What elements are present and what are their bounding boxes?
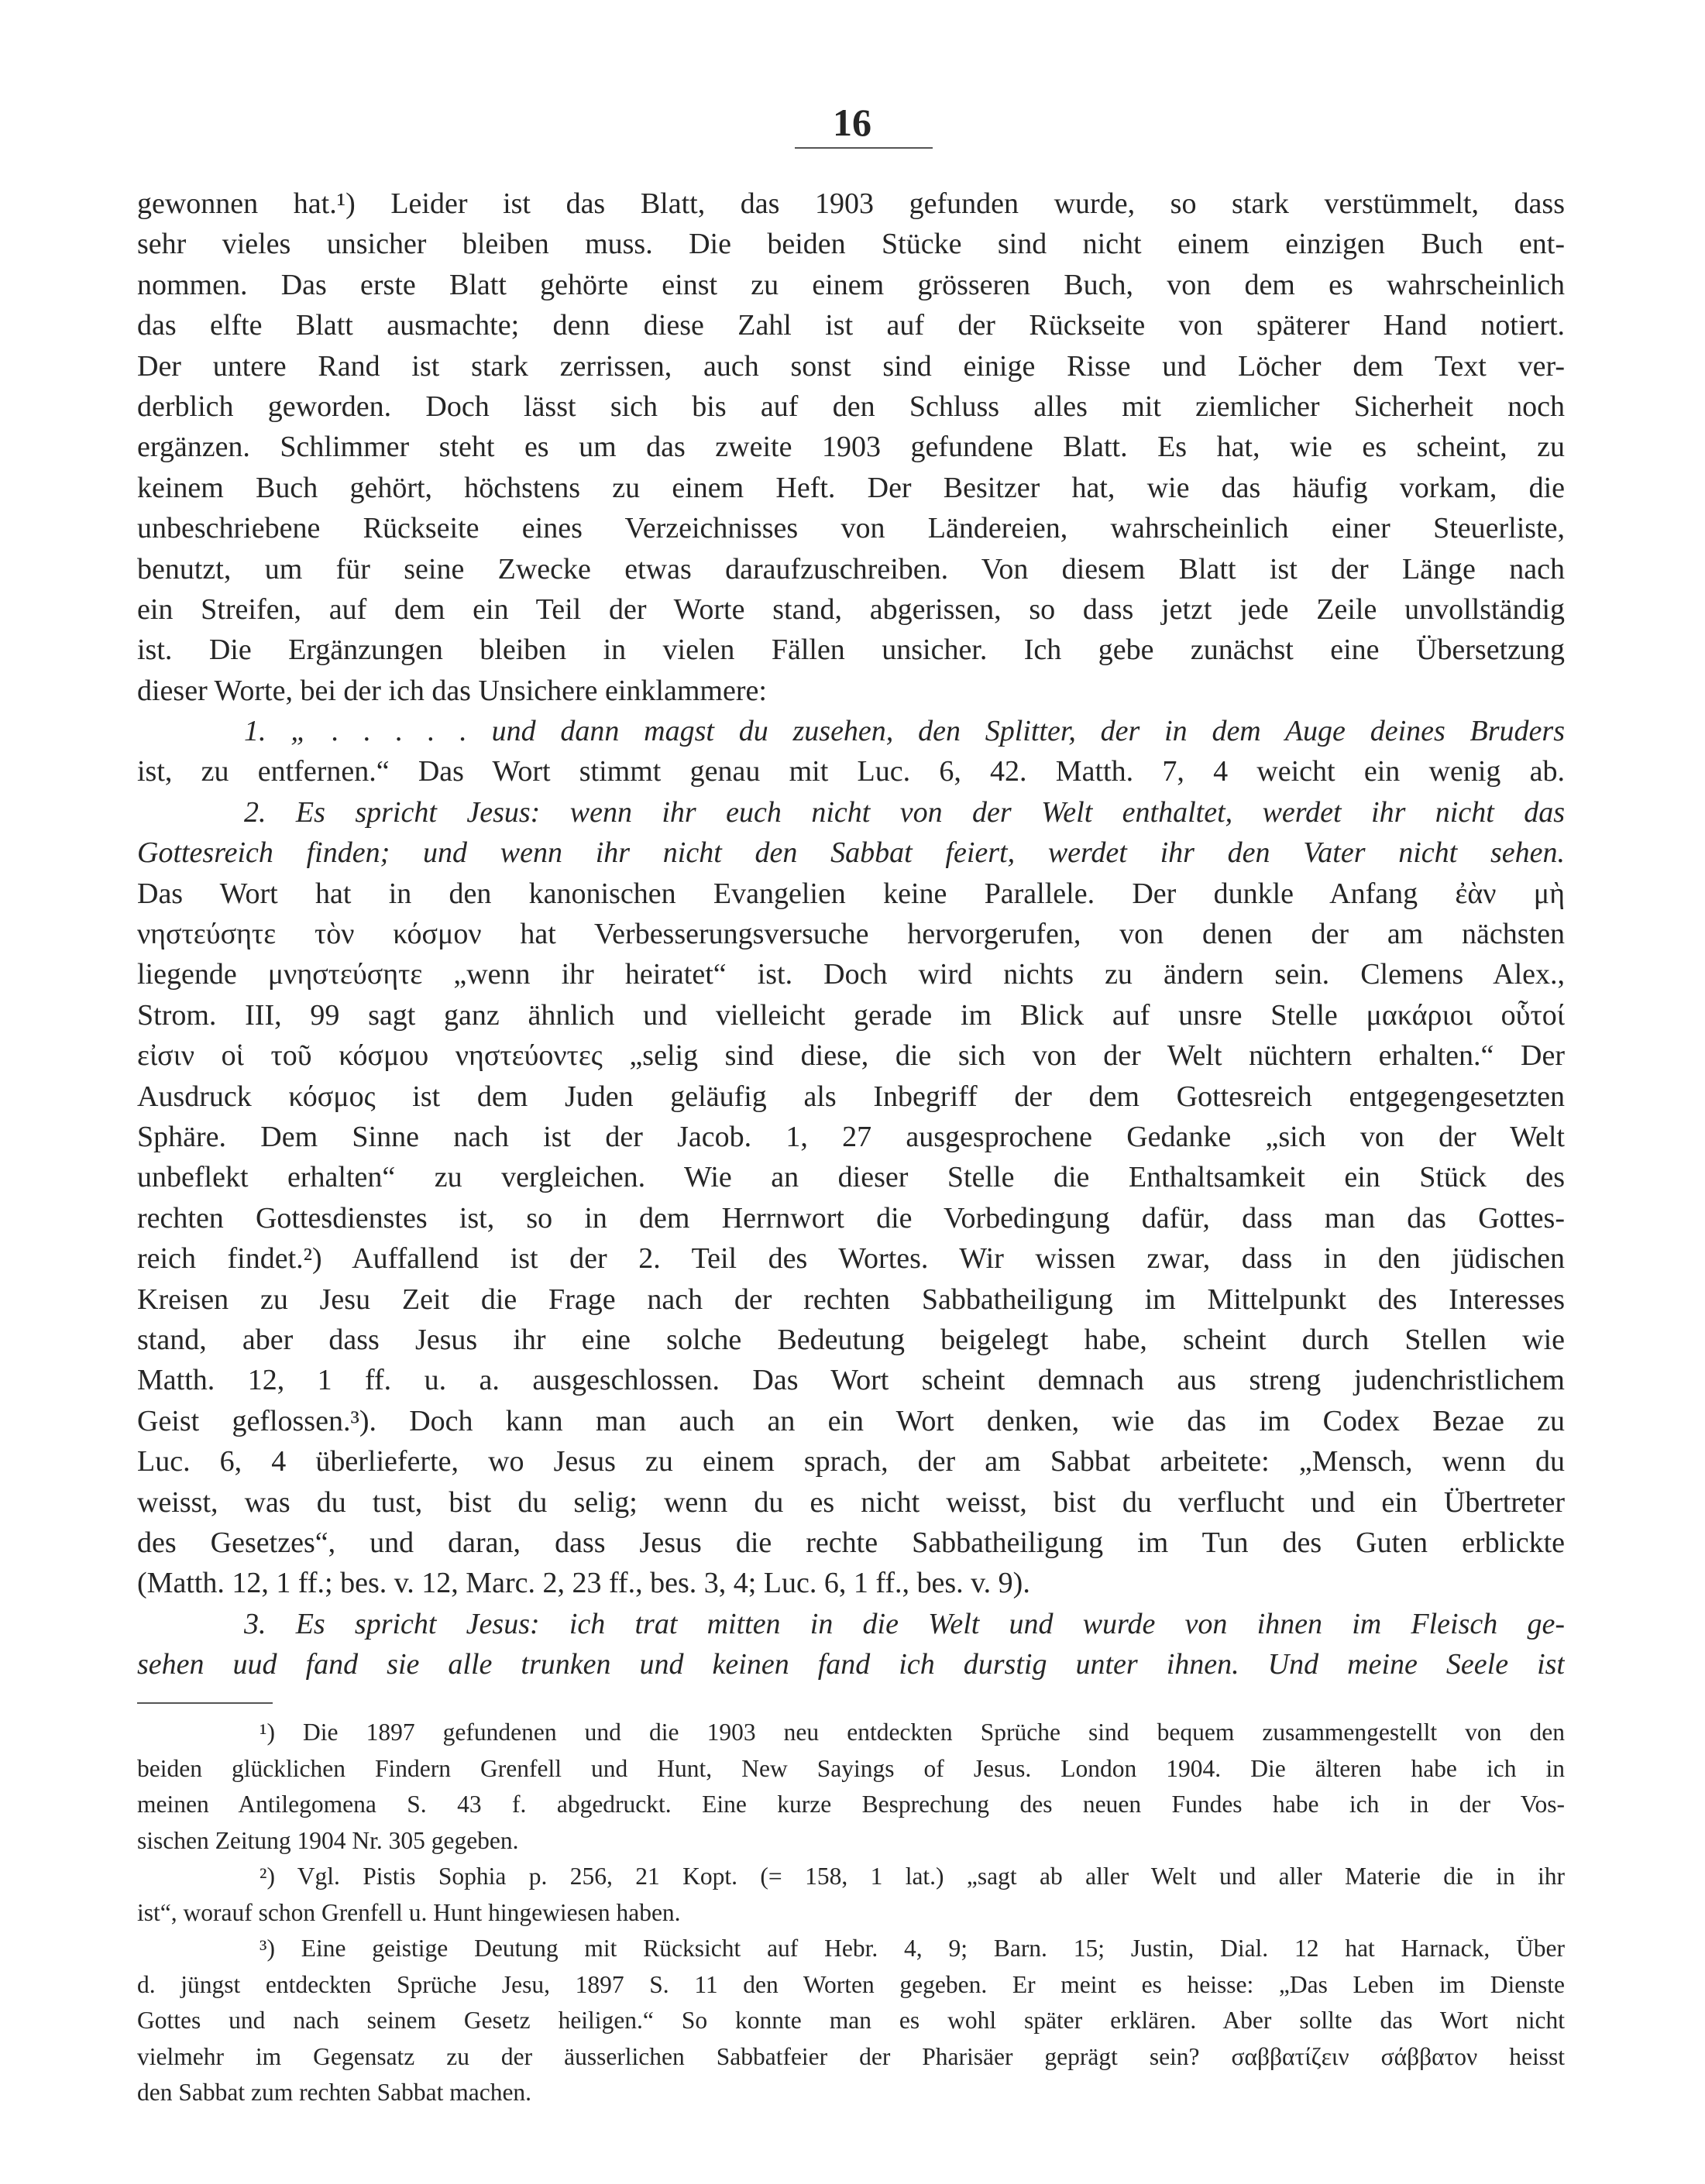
body-line: ist. Die Ergänzungen bleiben in vielen Fällen unsicher. Ich gebe zunächst eine Übersetzung (137, 634, 1565, 667)
body-line: Strom. III, 99 sagt ganz ähnlich und vielleicht gerade im Blick auf unsre Stelle μακάριοι οὗτοί (137, 998, 1565, 1032)
body-line: ein Streifen, auf dem ein Teil der Worte stand, abgerissen, so dass jetzt jede Zeile unvollständig (137, 592, 1565, 626)
footnote-1-line: beiden glücklichen Findern Grenfell und Hunt, New Sayings of Jesus. London 1904. Die älteren habe ich in (137, 1754, 1565, 1782)
body-line: Luc. 6, 4 überlieferte, wo Jesus zu einem sprach, der am Sabbat arbeitete: „Mensch, wenn du (137, 1445, 1565, 1478)
footnotes (137, 1715, 1565, 2111)
footnote-3-line: den Sabbat zum rechten Sabbat machen. (137, 2079, 532, 2106)
body-line: εἰσιν οἱ τοῦ κόσμου νηστεύοντες „selig sind diese, die sich von der Welt nüchtern erhalten.“ Der (137, 1039, 1565, 1073)
footnote-2-line: ist“, worauf schon Grenfell u. Hunt hingewiesen haben. (137, 1898, 681, 1926)
footnote-1-line: meinen Antilegomena S. 43 f. abgedruckt. Eine kurze Besprechung des neuen Fundes habe ich in der Vos- (137, 1791, 1565, 1818)
header-rule (795, 147, 933, 149)
saying-1-line: 1. „ . . . . . und dann magst du zusehen, den Splitter, der in dem Auge deines Bruders (244, 715, 1565, 748)
body-line: unbeflekt erhalten“ zu vergleichen. Wie an dieser Stelle die Enthaltsamkeit ein Stück des (137, 1161, 1565, 1194)
body-line: nommen. Das erste Blatt gehörte einst zu einem grösseren Buch, von dem es wahrscheinlich (137, 268, 1565, 301)
body-line: sehr vieles unsicher bleiben muss. Die beiden Stücke sind nicht einem einzigen Buch ent- (137, 228, 1565, 261)
footnote-1-line: sischen Zeitung 1904 Nr. 305 gegeben. (137, 1826, 519, 1854)
body-line: liegende μνηστεύσητε „wenn ihr heiratet“ ist. Doch wird nichts zu ändern sein. Clemens Alex., (137, 958, 1565, 991)
body-line: des Gesetzes“, und daran, dass Jesus die rechte Sabbatheiligung im Tun des Guten erblickte (137, 1526, 1565, 1559)
body-line: dieser Worte, bei der ich das Unsichere einklammere: (137, 674, 767, 707)
body-line: benutzt, um für seine Zwecke etwas daraufzuschreiben. Von diesem Blatt ist der Länge nach (137, 552, 1565, 585)
footnote-1-line: ¹) Die 1897 gefundenen und die 1903 neu entdeckten Sprüche sind bequem zusammengestellt von den (260, 1719, 1565, 1746)
main-text (137, 184, 1565, 1684)
body-line: ergänzen. Schlimmer steht es um das zweite 1903 gefundene Blatt. Es hat, wie es scheint, zu (137, 431, 1565, 464)
footnote-3-line: d. jüngst entdeckten Sprüche Jesu, 1897 S. 11 den Worten gegeben. Er meint es heisse: „Das Leben im Dienste (137, 1970, 1565, 1998)
body-line: reich findet.²) Auffallend ist der 2. Teil des Wortes. Wir wissen zwar, dass in den jüdischen (137, 1242, 1565, 1276)
body-line: das elfte Blatt ausmachte; denn diese Zahl ist auf der Rückseite von späterer Hand notiert. (137, 309, 1565, 342)
body-line: rechten Gottesdienstes ist, so in dem Herrnwort die Vorbedingung dafür, dass man das Gottes- (137, 1201, 1565, 1235)
body-line: stand, aber dass Jesus ihr eine solche Bedeutung beigelegt habe, scheint durch Stellen wie (137, 1323, 1565, 1356)
body-line: Das Wort hat in den kanonischen Evangelien keine Parallele. Der dunkle Anfang ἐὰν μὴ (137, 877, 1565, 910)
saying-2-line: Gottesreich finden; und wenn ihr nicht den Sabbat feiert, werdet ihr den Vater nicht sehen. (137, 836, 1565, 870)
page-number: 16 (833, 101, 871, 144)
body-line: (Matth. 12, 1 ff.; bes. v. 12, Marc. 2, 23 ff., bes. 3, 4; Luc. 6, 1 ff., bes. v. 9). (137, 1567, 1030, 1600)
body-line: νηστεύσητε τὸν κόσμον hat Verbesserungsversuche hervorgerufen, von denen der am nächsten (137, 918, 1565, 951)
body-line: unbeschriebene Rückseite eines Verzeichnisses von Ländereien, wahrscheinlich einer Steuerliste, (137, 512, 1565, 545)
body-line: ist, zu entfernen.“ Das Wort stimmt genau mit Luc. 6, 42. Matth. 7, 4 weicht ein wenig ab. (137, 755, 1565, 788)
body-line: Der untere Rand ist stark zerrissen, auch sonst sind einige Risse und Löcher dem Text ver- (137, 349, 1565, 383)
body-line: Kreisen zu Jesu Zeit die Frage nach der rechten Sabbatheiligung im Mittelpunkt des Interesses (137, 1283, 1565, 1316)
saying-3-line: 3. Es spricht Jesus: ich trat mitten in die Welt und wurde von ihnen im Fleisch ge- (244, 1607, 1565, 1640)
saying-3-line: sehen uud fand sie alle trunken und keinen fand ich durstig unter ihnen. Und meine Seele ist (137, 1648, 1565, 1681)
body-line: Geist geflossen.³). Doch kann man auch an ein Wort denken, wie das im Codex Bezae zu (137, 1404, 1565, 1437)
body-line: keinem Buch gehört, höchstens zu einem Heft. Der Besitzer hat, wie das häufig vorkam, die (137, 471, 1565, 504)
footnote-3-line: Gottes und nach seinem Gesetz heiligen.“ So konnte man es wohl später erklären. Aber sollte das Wort nicht (137, 2007, 1565, 2034)
body-line: derblich geworden. Doch lässt sich bis auf den Schluss alles mit ziemlicher Sicherheit noch (137, 390, 1565, 423)
body-line: Ausdruck κόσμος ist dem Juden geläufig als Inbegriff der dem Gottesreich entgegengesetzten (137, 1080, 1565, 1113)
body-line: Matth. 12, 1 ff. u. a. ausgeschlossen. Das Wort scheint demnach aus streng judenchristlichem (137, 1364, 1565, 1397)
footnote-3-line: ³) Eine geistige Deutung mit Rücksicht auf Hebr. 4, 9; Barn. 15; Justin, Dial. 12 hat Harnack, Über (260, 1935, 1565, 1962)
body-line: Sphäre. Dem Sinne nach ist der Jacob. 1, 27 ausgesprochene Gedanke „sich von der Welt (137, 1120, 1565, 1153)
body-line: gewonnen hat.¹) Leider ist das Blatt, das 1903 gefunden wurde, so stark verstümmelt, dass (137, 187, 1565, 220)
body-line: weisst, was du tust, bist du selig; wenn du es nicht weisst, bist du verflucht und ein Übertreter (137, 1485, 1565, 1519)
footnote-3-line: vielmehr im Gegensatz zu der äusserlichen Sabbatfeier der Pharisäer geprägt sein? σαββατίζειν σάββατον heisst (137, 2042, 1565, 2070)
footnote-rule (137, 1702, 273, 1704)
saying-2-line: 2. Es spricht Jesus: wenn ihr euch nicht von der Welt enthaltet, werdet ihr nicht das (244, 795, 1565, 829)
footnote-2-line: ²) Vgl. Pistis Sophia p. 256, 21 Kopt. (= 158, 1 lat.) „sagt ab aller Welt und aller Materie die in ihr (260, 1863, 1565, 1890)
